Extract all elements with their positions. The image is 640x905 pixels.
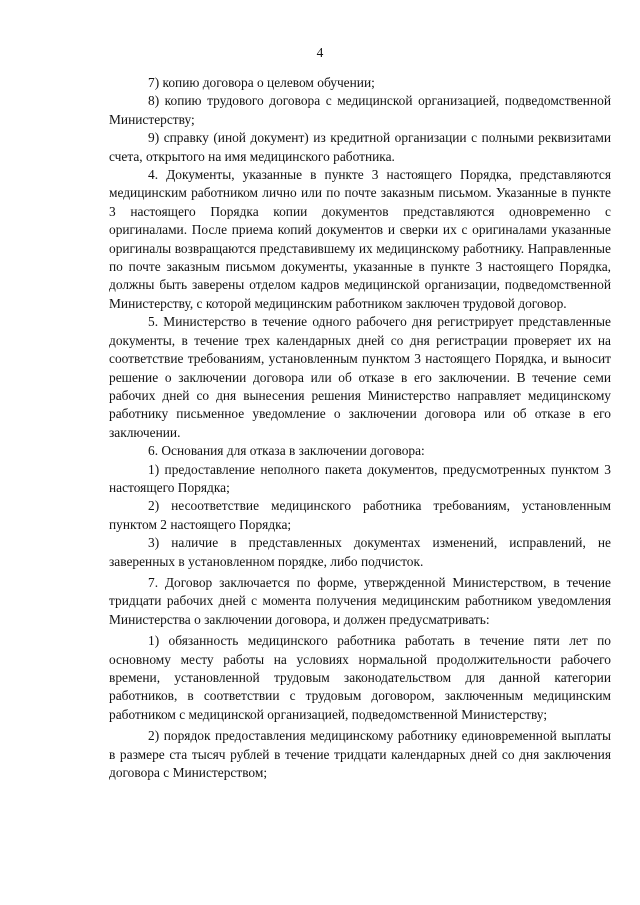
paragraph-clause-6-heading: 6. Основания для отказа в заключении договора: [148, 443, 425, 459]
page-number: 4 [316, 45, 324, 60]
paragraph-refusal-reason-2: 2) несоответствие медицинского работника требованиям, установленным пунктом 2 настоящего Порядка; [109, 498, 611, 532]
paragraph-refusal-reason-1: 1) предоставление неполного пакета документов, предусмотренных пунктом 3 настоящего Порядка; [109, 461, 611, 495]
paragraph-obligation-1: 1) обязанность медицинского работника работать в течение пяти лет по основному месту работы на условиях нормальной продолжительности рабочего времени, установленной трудовым законодательством для данной категории работников, в соответствии с трудовым договором, заключенным медицинским работником с медицинской организацией, подведомственной Министерству; [109, 633, 611, 722]
paragraph-item-7-contract-copy: 7) копию договора о целевом обучении; [148, 75, 375, 90]
paragraph-item-8-employment-contract: 8) копию трудового договора с медицинской организацией, подведомственной Министерству; [109, 93, 611, 127]
document-body [109, 74, 611, 782]
paragraph-clause-5: 5. Министерство в течение одного рабочего дня регистрирует представленные документы, в течение трех календарных дней со дня регистрации проверяет их на соответствие требованиям, установленным пунктом 3 настоящего Порядка, и выносит решение о заключении договора или об отказе в его заключении. В течение семи рабочих дней со дня вынесения решения Министерство направляет медицинскому работнику письменное уведомление о заключении договора или об отказе в его заключении. [109, 314, 611, 440]
paragraph-refusal-reason-3: 3) наличие в представленных документах изменений, исправлений, не заверенных в установленном порядке, либо подчисток. [109, 535, 611, 569]
paragraph-clause-4: 4. Документы, указанные в пункте 3 настоящего Порядка, представляются медицинским работником лично или по почте заказным письмом. Указанные в пункте 3 настоящего Порядка копии документов представляются одновременно с оригиналами. После приема копий документов и сверки их с оригиналами указанные оригиналы возвращаются представившему их медицинскому работнику. Направленные по почте заказным письмом документы, указанные в пункте 3 настоящего Порядка, должны быть заверены отделом кадров медицинской организации, подведомственной Министерству, с которой медицинским работником заключен трудовой договор. [109, 167, 611, 311]
paragraph-clause-7: 7. Договор заключается по форме, утвержденной Министерством, в течение тридцати рабочих дней с момента получения медицинским работником уведомления Министерства о заключении договора, и должен предусматривать: [109, 574, 611, 627]
paragraph-obligation-2: 2) порядок предоставления медицинскому работнику единовременной выплаты в размере ста тысяч рублей в течение тридцати календарных дней со дня заключения договора с Министерством; [109, 728, 611, 781]
paragraph-item-9-bank-certificate: 9) справку (иной документ) из кредитной организации с полными реквизитами счета, открытого на имя медицинского работника. [109, 130, 611, 164]
